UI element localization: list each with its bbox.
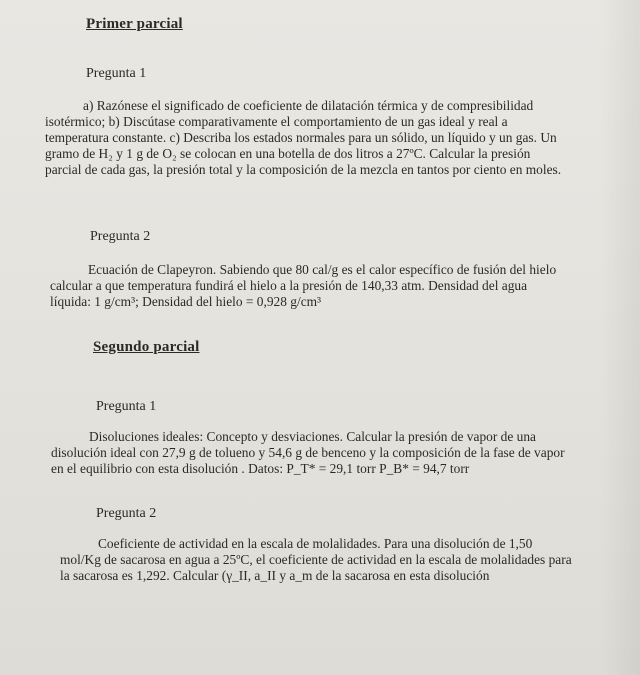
page-shadow (600, 0, 640, 675)
text-line: mol/Kg de sacarosa en agua a 25ºC, el coeficiente de actividad en la escala de molalidades para (60, 552, 572, 567)
text-line: la sacarosa es 1,292. Calcular (γ_II, a_II y a_m de la sacarosa en esta disolución (60, 568, 490, 583)
text-line: isotérmico; b) Discútase comparativamente el comportamiento de un gas ideal y real a (45, 114, 508, 129)
text-line: Coeficiente de actividad en la escala de molalidades. Para una disolución de 1,50 (98, 536, 533, 551)
section-title-primer-parcial: Primer parcial (86, 16, 183, 32)
text-line: temperatura constante. c) Describa los estados normales para un sólido, un líquido y un gas. Un (45, 130, 557, 145)
question-label-1-1: Pregunta 1 (86, 66, 147, 81)
text-line: disolución ideal con 27,9 g de tolueno y 54,6 g de benceno y la composición de la fase de vapor (51, 445, 565, 460)
text-line: líquida: 1 g/cm³; Densidad del hielo = 0,928 g/cm³ (50, 294, 322, 309)
section-title-segundo-parcial: Segundo parcial (93, 339, 200, 355)
question-label-2-2: Pregunta 2 (96, 506, 157, 521)
text-line: a) Razónese el significado de coeficiente de dilatación térmica y de compresibilidad (83, 98, 534, 113)
text-line: gramo de H₂ y 1 g de O₂ se colocan en una botella de dos litros a 27ºC. Calcular la presión (45, 146, 531, 161)
text-line: Disoluciones ideales: Concepto y desviaciones. Calcular la presión de vapor de una (89, 429, 536, 444)
question-label-2-1: Pregunta 1 (96, 399, 157, 414)
question-text-2-1 (51, 429, 571, 477)
question-text-1-2 (50, 262, 570, 310)
text-line: parcial de cada gas, la presión total y la composición de la mezcla en tantos por ciento en moles. (45, 162, 562, 177)
question-label-1-2: Pregunta 2 (90, 229, 151, 244)
question-text-1-1 (45, 98, 577, 178)
text-line: en el equilibrio con esta disolución . Datos: P_T* = 29,1 torr P_B* = 94,7 torr (51, 461, 470, 476)
question-text-2-2 (60, 536, 572, 584)
text-line: Ecuación de Clapeyron. Sabiendo que 80 cal/g es el calor específico de fusión del hielo (88, 262, 557, 277)
text-line: calcular a que temperatura fundirá el hielo a la presión de 140,33 atm. Densidad del agua (50, 278, 528, 293)
